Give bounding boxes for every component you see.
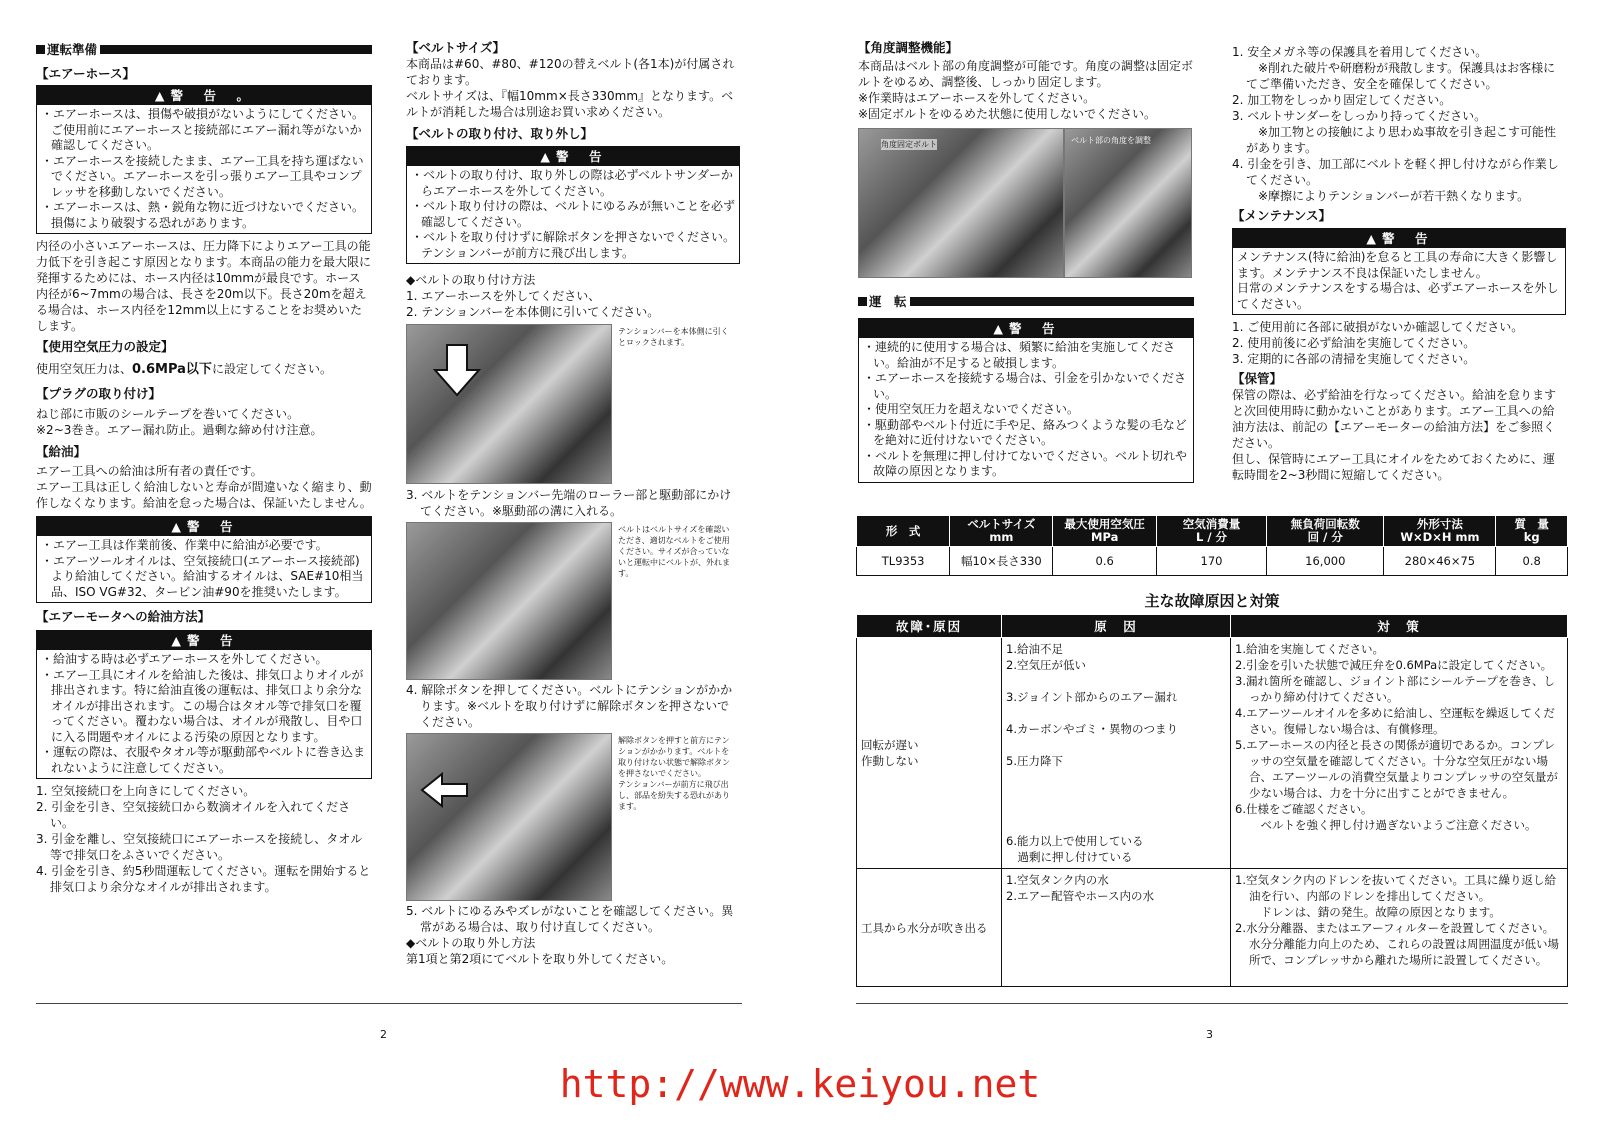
trouble-header-row (857, 615, 1568, 638)
left-column-2 (406, 40, 740, 967)
step-item: 3. ベルトサンダーをしっかり持ってください。 ※加工物との接触により思わぬ事故を引き起こす可能性があります。 (1232, 109, 1557, 155)
warning-box-air-hose: ▲ 警 告 。 ・エアーホースは、損傷や破損がないようにしてください。ご使用前にエアーホースと接続部にエアー漏れ等がないか確認してください。 ・エアーホースを接続したまま、エアー工具を持ち運ばないでください。エアーホースを引っ張りエアー工具やコンプレッサを移動しないでください。 ・エアーホースは、熱・鋭角な物に近づけないでください。損傷により破裂する恐れがあります。 (36, 85, 372, 234)
trouble-header: 故障･原因 (857, 615, 1002, 638)
warning-triangle-icon: ▲ (1366, 231, 1377, 246)
footer-rule-right (856, 1003, 1568, 1004)
spec-header: 空気消費量 L / 分 (1156, 516, 1266, 547)
warning-item: ・エアーホースを接続したまま、エアー工具を持ち運ばないでください。エアーホースを引っ張りエアー工具やコンプレッサを移動しないでください。 (41, 153, 364, 199)
warning-item: ・使用空気圧力を超えないでください。 (863, 402, 1080, 416)
warning-item: ・給油する時は必ずエアーホースを外してください。 (41, 652, 328, 666)
belt-attach-heading: 【ベルトの取り付け、取り外し】 (406, 126, 594, 141)
belt-size-text: 本商品は#60、#80、#120の替えベルト(各1本)が付属されております。 ベルトサイズは、『幅10mm×長さ330mm』となります。ベルトが消耗した場合は別途お買い求めください。 (406, 57, 735, 119)
pressure-text: 使用空気圧力は、0.6MPa以下に設定してください。 (36, 362, 332, 377)
spec-cell: 0.8 (1496, 547, 1568, 576)
page-number-left: 2 (380, 1028, 387, 1041)
photo-belt-roller (406, 522, 612, 680)
trouble-symptom: 工具から水分が吹き出る (857, 869, 1002, 987)
warning-item: ・エアー工具にオイルを給油した後は、排気口よりオイルが排出されます。特に給油直後の運転は、排気口より余分なオイルが排出されます。この場合はタオル等で排気口を覆ってください。覆わない場合は、オイルが飛散し、目や口に入る問題やオイルによる汚染の原因となります。 (41, 667, 364, 744)
trouble-row (857, 869, 1568, 987)
note-tension-bar: テンションバーを本体側に引くとロックされます。 (618, 327, 729, 347)
warning-item: ・エアーホースを接続する場合は、引金を引かないでください。 (863, 371, 1187, 401)
warning-triangle-icon: ▲ (540, 149, 551, 164)
section-title-preparation: 運転準備 (36, 40, 372, 58)
step-item: 1. 安全メガネ等の保護具を着用してください。 ※削れた破片や研磨粉が飛散します。保護具はお客様にてご準備いただき、安全を確保してください。 (1232, 45, 1556, 91)
spec-header: 最大使用空気圧 MPa (1053, 516, 1156, 547)
angle-heading: 【角度調整機能】 (858, 40, 959, 55)
photo-label-angle-bolt: 角度固定ボルト (881, 140, 937, 149)
trouble-header: 原 因 (1002, 615, 1231, 638)
warning-box-oil: ▲ 警 告 ・エアー工具は作業前後、作業中に給油が必要です。 ・エアーツールオイルは、空気接続口(エアーホース接続部)より給油してください。給油するオイルは、SAE#10相当品、ISO VG#32、タービン油#90を推奨いたします。 (36, 516, 372, 603)
photo-angle-bolt (858, 128, 1064, 278)
right-column-1 (858, 40, 1194, 483)
trouble-symptom: 回転が遅い 作動しない (857, 638, 1002, 869)
maintenance-heading: 【メンテナンス】 (1232, 208, 1332, 223)
oil-text: エアー工具への給油は所有者の責任です。 エアー工具は正しく給油しないと寿命が間違いなく縮まり、動作しなくなります。給油を怠った場合は、保証いたしません。 (36, 464, 372, 510)
photo-angle-adjust (1064, 128, 1192, 278)
photo-release-button (406, 733, 612, 901)
spec-cell: 280×46×75 (1384, 547, 1496, 576)
warning-item: ・ベルトの取り付け、取り外しの際は必ずベルトサンダーからエアーホースを外してください。 (411, 168, 733, 198)
warning-triangle-icon: ▲ (171, 519, 182, 534)
remove-method-heading: ◆ベルトの取り外し方法 (406, 936, 536, 950)
warning-item: ・エアーホースは、損傷や破損がないようにしてください。ご使用前にエアーホースと接続部にエアー漏れ等がないか確認してください。 (41, 107, 365, 152)
right-column-2 (1232, 44, 1566, 483)
page-number-right: 3 (1206, 1028, 1213, 1041)
footer-rule-left (36, 1003, 742, 1004)
note-release-button: 解除ボタンを押すと前方にテンションがかかります。ベルトを取り付けない状態で解除ボタンを押さないでください。 テンションバーが前方に飛び出し、部品を紛失する恐れがあります。 (618, 736, 730, 811)
step-item: 3. 引金を離し、空気接続口にエアーホースを接続し、タオル等で排気口をふさいでください。 (36, 832, 363, 862)
photo-label-angle-adjust: ベルト部の角度を調整 (1071, 136, 1151, 145)
step-item: 2. 使用前後に必ず給油を実施してください。 (1232, 336, 1476, 350)
attach-step-4: 4. 解除ボタンを押してください。ベルトにテンションがかかります。※ベルトを取り付けずに解除ボタンを押さないでください。 (406, 683, 733, 729)
note-belt-size: ベルトはベルトサイズを確認いただき、適切なベルトをご使用ください。サイズが合っていないと運転中にベルトが、外れます。 (618, 525, 730, 578)
attach-step-1: 1. エアーホースを外してください、 (406, 289, 601, 303)
trouble-remedies: 1.空気タンク内のドレンを抜いてください。工具に繰り返し給油を行い、内部のドレンを排出してください。 ドレンは、錆の発生。故障の原因となります。 2.水分分離器、またはエアーフィルターを設置してください。水分分離能力向上のため、これらの設置は周囲温度が低い場所で、コンプレッサから離れた場所に設置してください。 (1231, 869, 1568, 987)
warning-triangle-icon: ▲ (154, 88, 165, 103)
plug-heading: 【プラグの取り付け】 (36, 386, 162, 401)
spec-cell: 幅10×長さ330 (950, 547, 1053, 576)
oil-heading: 【給油】 (36, 444, 87, 459)
pressure-heading: 【使用空気圧力の設定】 (36, 339, 174, 354)
trouble-row (857, 638, 1568, 869)
maintenance-warning-text: メンテナンス(特に給油)を怠ると工具の寿命に大きく影響します。メンテナンス不良は保証いたしません。 日常のメンテナンスをする場合は、必ずエアーホースを外してください。 (1237, 250, 1559, 311)
warning-item: ・運転の際は、衣服やタオル等が駆動部やベルトに巻き込まれないように注意してください。 (41, 745, 366, 775)
spec-header-row (857, 516, 1568, 547)
website-url[interactable]: http://www.keiyou.net (559, 1062, 1041, 1106)
spec-header: 外形寸法 W×D×H mm (1384, 516, 1496, 547)
warning-item: ・ベルトを無理に押し付けてないでください。ベルト切れや故障の原因となります。 (863, 448, 1188, 478)
belt-size-heading: 【ベルトサイズ】 (406, 40, 506, 55)
attach-method-heading: ◆ベルトの取り付け方法 (406, 273, 536, 287)
left-arrow-icon (407, 734, 613, 902)
warning-box-maintenance: ▲ 警 告 メンテナンス(特に給油)を怠ると工具の寿命に大きく影響します。メンテナンス不良は保証いたしません。 日常のメンテナンスをする場合は、必ずエアーホースを外してください。 (1232, 228, 1566, 315)
trouble-header: 対 策 (1231, 615, 1568, 638)
warning-item: ・エアーツールオイルは、空気接続口(エアーホース接続部)より給油してください。給油するオイルは、SAE#10相当品、ISO VG#32、タービン油#90を推奨いたします。 (41, 553, 364, 599)
step-item: 2. 加工物をしっかり固定してください。 (1232, 93, 1452, 107)
step-item: 2. 引金を引き、空気接続口から数滴オイルを入れてください。 (36, 800, 351, 830)
motor-steps (36, 783, 372, 895)
warning-item: ・駆動部やベルト付近に手や足、絡みつくような髪の毛などを絶対に近付けないでください。 (863, 417, 1187, 447)
air-hose-heading: 【エアーホース】 (36, 66, 136, 81)
spec-cell: 170 (1156, 547, 1266, 576)
spec-header: 質 量 kg (1496, 516, 1568, 547)
step-item: 1. ご使用前に各部に破損がないか確認してください。 (1232, 320, 1524, 334)
step-item: 1. 空気接続口を上向きにしてください。 (36, 784, 256, 798)
troubleshooting-table (856, 614, 1568, 987)
warning-triangle-icon: ▲ (993, 321, 1004, 336)
spec-cell: TL9353 (857, 547, 950, 576)
warning-item: ・エアーホースは、熱・鋭角な物に近づけないでください。損傷により破裂する恐れがあります。 (41, 200, 365, 230)
spec-header: 無負荷回転数 回 / 分 (1267, 516, 1384, 547)
warning-box-motor: ▲ 警 告 ・給油する時は必ずエアーホースを外してください。 ・エアー工具にオイルを給油した後は、排気口よりオイルが排出されます。特に給油直後の運転は、排気口より余分なオイルが排出されます。この場合はタオル等で排気口を覆ってください。覆わない場合は、オイルが飛散し、目や口に入る問題やオイルによる汚染の原因となります。 ・運転の際は、衣服やタオル等が駆動部やベルトに巻き込まれないように注意してください。 (36, 630, 372, 779)
step-item: 4. 引金を引き、約5秒間運転してください。運転を開始すると排気口より余分なオイルが排出されます。 (36, 864, 371, 894)
air-hose-text: 内径の小さいエアーホースは、圧力降下によりエアー工具の能力低下を引き起こす原因となります。本商品の能力を最大限に発揮するためには、ホース内径は10mmが最良です。ホース内径が6~7mmの場合は、長さを20m以下。長さ20mを超える場合は、ホース内径を12mm以上にすることをお奨めいたします。 (36, 239, 372, 333)
warning-item: ・エアー工具は作業前後、作業中に給油が必要です。 (41, 538, 328, 552)
warning-item: ・ベルト取り付けの際は、ベルトにゆるみが無いことを必ず確認してください。 (411, 199, 736, 229)
spec-header: 形 式 (857, 516, 950, 547)
warning-item: ・ベルトを取り付けずに解除ボタンを押さないでください。テンションバーが前方に飛び出します。 (411, 230, 736, 260)
section-title-operation: 運 転 (858, 292, 1194, 310)
trouble-causes: 1.給油不足 2.空気圧が低い 3.ジョイント部からのエアー漏れ 4.カーボンやゴミ・異物のつまり 5.圧力降下 6.能力以上で使用している 過剰に押し付けている (1002, 638, 1231, 869)
troubleshooting-title: 主な故障原因と対策 (1144, 592, 1280, 610)
operation-steps (1232, 44, 1566, 204)
warning-triangle-icon: ▲ (171, 633, 182, 648)
left-column-1 (36, 40, 372, 895)
warning-box-belt: ▲ 警 告 ・ベルトの取り付け、取り外しの際は必ずベルトサンダーからエアーホースを外してください。 ・ベルト取り付けの際は、ベルトにゆるみが無いことを必ず確認してください。 ・ベルトを取り付けずに解除ボタンを押さないでください。テンションバーが前方に飛び出します。 (406, 146, 740, 264)
maintenance-steps (1232, 319, 1566, 367)
step-item: 3. 定期的に各部の清掃を実施してください。 (1232, 352, 1476, 366)
spec-table (856, 515, 1568, 576)
motor-oil-heading: 【エアーモータへの給油方法】 (36, 609, 211, 624)
attach-step-3: 3. ベルトをテンションバー先端のローラー部と駆動部にかけてください。※駆動部の溝に入れる。 (406, 488, 732, 518)
spec-header: ベルトサイズ mm (950, 516, 1053, 547)
storage-text: 保管の際は、必ず給油を行なってください。給油を怠りますと次回使用時に動かないことがあります。エアー工具への給油方法は、前記の【エアーモーターの給油方法】をご参照ください。 但し、保管時にエアー工具にオイルをためておくために、運転時間を2~3秒間に短縮してください。 (1232, 388, 1557, 482)
step-item: 4. 引金を引き、加工部にベルトを軽く押し付けながら作業してください。 ※摩擦によりテンションバーが若干熱くなります。 (1232, 157, 1559, 203)
down-arrow-icon (407, 325, 613, 485)
plug-text: ねじ部に市販のシールテープを巻いてください。 ※2~3巻き。エアー漏れ防止。過剰な締め付け注意。 (36, 407, 323, 437)
attach-step-5: 5. ベルトにゆるみやズレがないことを確認してください。異常がある場合は、取り付け直してください。 (406, 904, 734, 934)
trouble-remedies: 1.給油を実施してください。 2.引金を引いた状態で減圧弁を0.6MPaに設定してください。 3.漏れ箇所を確認し、ジョイント部にシールテープを巻き、しっかり締め付けてください。 4.エアーツールオイルを多めに給油し、空運転を繰返してください。復帰しない場合は、有償修理。 5.エアーホースの内径と長さの関係が適切であるか。コンプレッサの空気量を確認してください。十分な空気圧がない場合、エアーツールの消費空気量よりコンプレッサの空気量が少ない場合は、力を十分に出すことができません。 6.仕様をご確認ください。 ベルトを強く押し付け過ぎないようご注意ください。 (1231, 638, 1568, 869)
attach-step-2: 2. テンションバーを本体側に引いてください。 (406, 305, 660, 319)
angle-text: 本商品はベルト部の角度調整が可能です。角度の調整は固定ボルトをゆるめ、調整後、しっかり固定します。 ※作業時はエアーホースを外してください。 ※固定ボルトをゆるめた状態に使用しないでください。 (858, 59, 1194, 121)
warning-item: ・連続的に使用する場合は、頻繁に給油を実施してください。給油が不足すると破損します。 (863, 340, 1176, 370)
warning-box-operation: ▲ 警 告 ・連続的に使用する場合は、頻繁に給油を実施してください。給油が不足すると破損します。 ・エアーホースを接続する場合は、引金を引かないでください。 ・使用空気圧力を超えないでください。 ・駆動部やベルト付近に手や足、絡みつくような髪の毛などを絶対に近付けないでください。 ・ベルトを無理に押し付けてないでください。ベルト切れや故障の原因となります。 (858, 318, 1194, 483)
remove-method-text: 第1項と第2項にてベルトを取り外してください。 (406, 952, 674, 966)
photo-tension-bar (406, 324, 612, 484)
spec-cell: 0.6 (1053, 547, 1156, 576)
spec-cell: 16,000 (1267, 547, 1384, 576)
spec-row (857, 547, 1568, 576)
trouble-causes: 1.空気タンク内の水 2.エアー配管やホース内の水 (1002, 869, 1231, 987)
storage-heading: 【保管】 (1232, 371, 1283, 386)
